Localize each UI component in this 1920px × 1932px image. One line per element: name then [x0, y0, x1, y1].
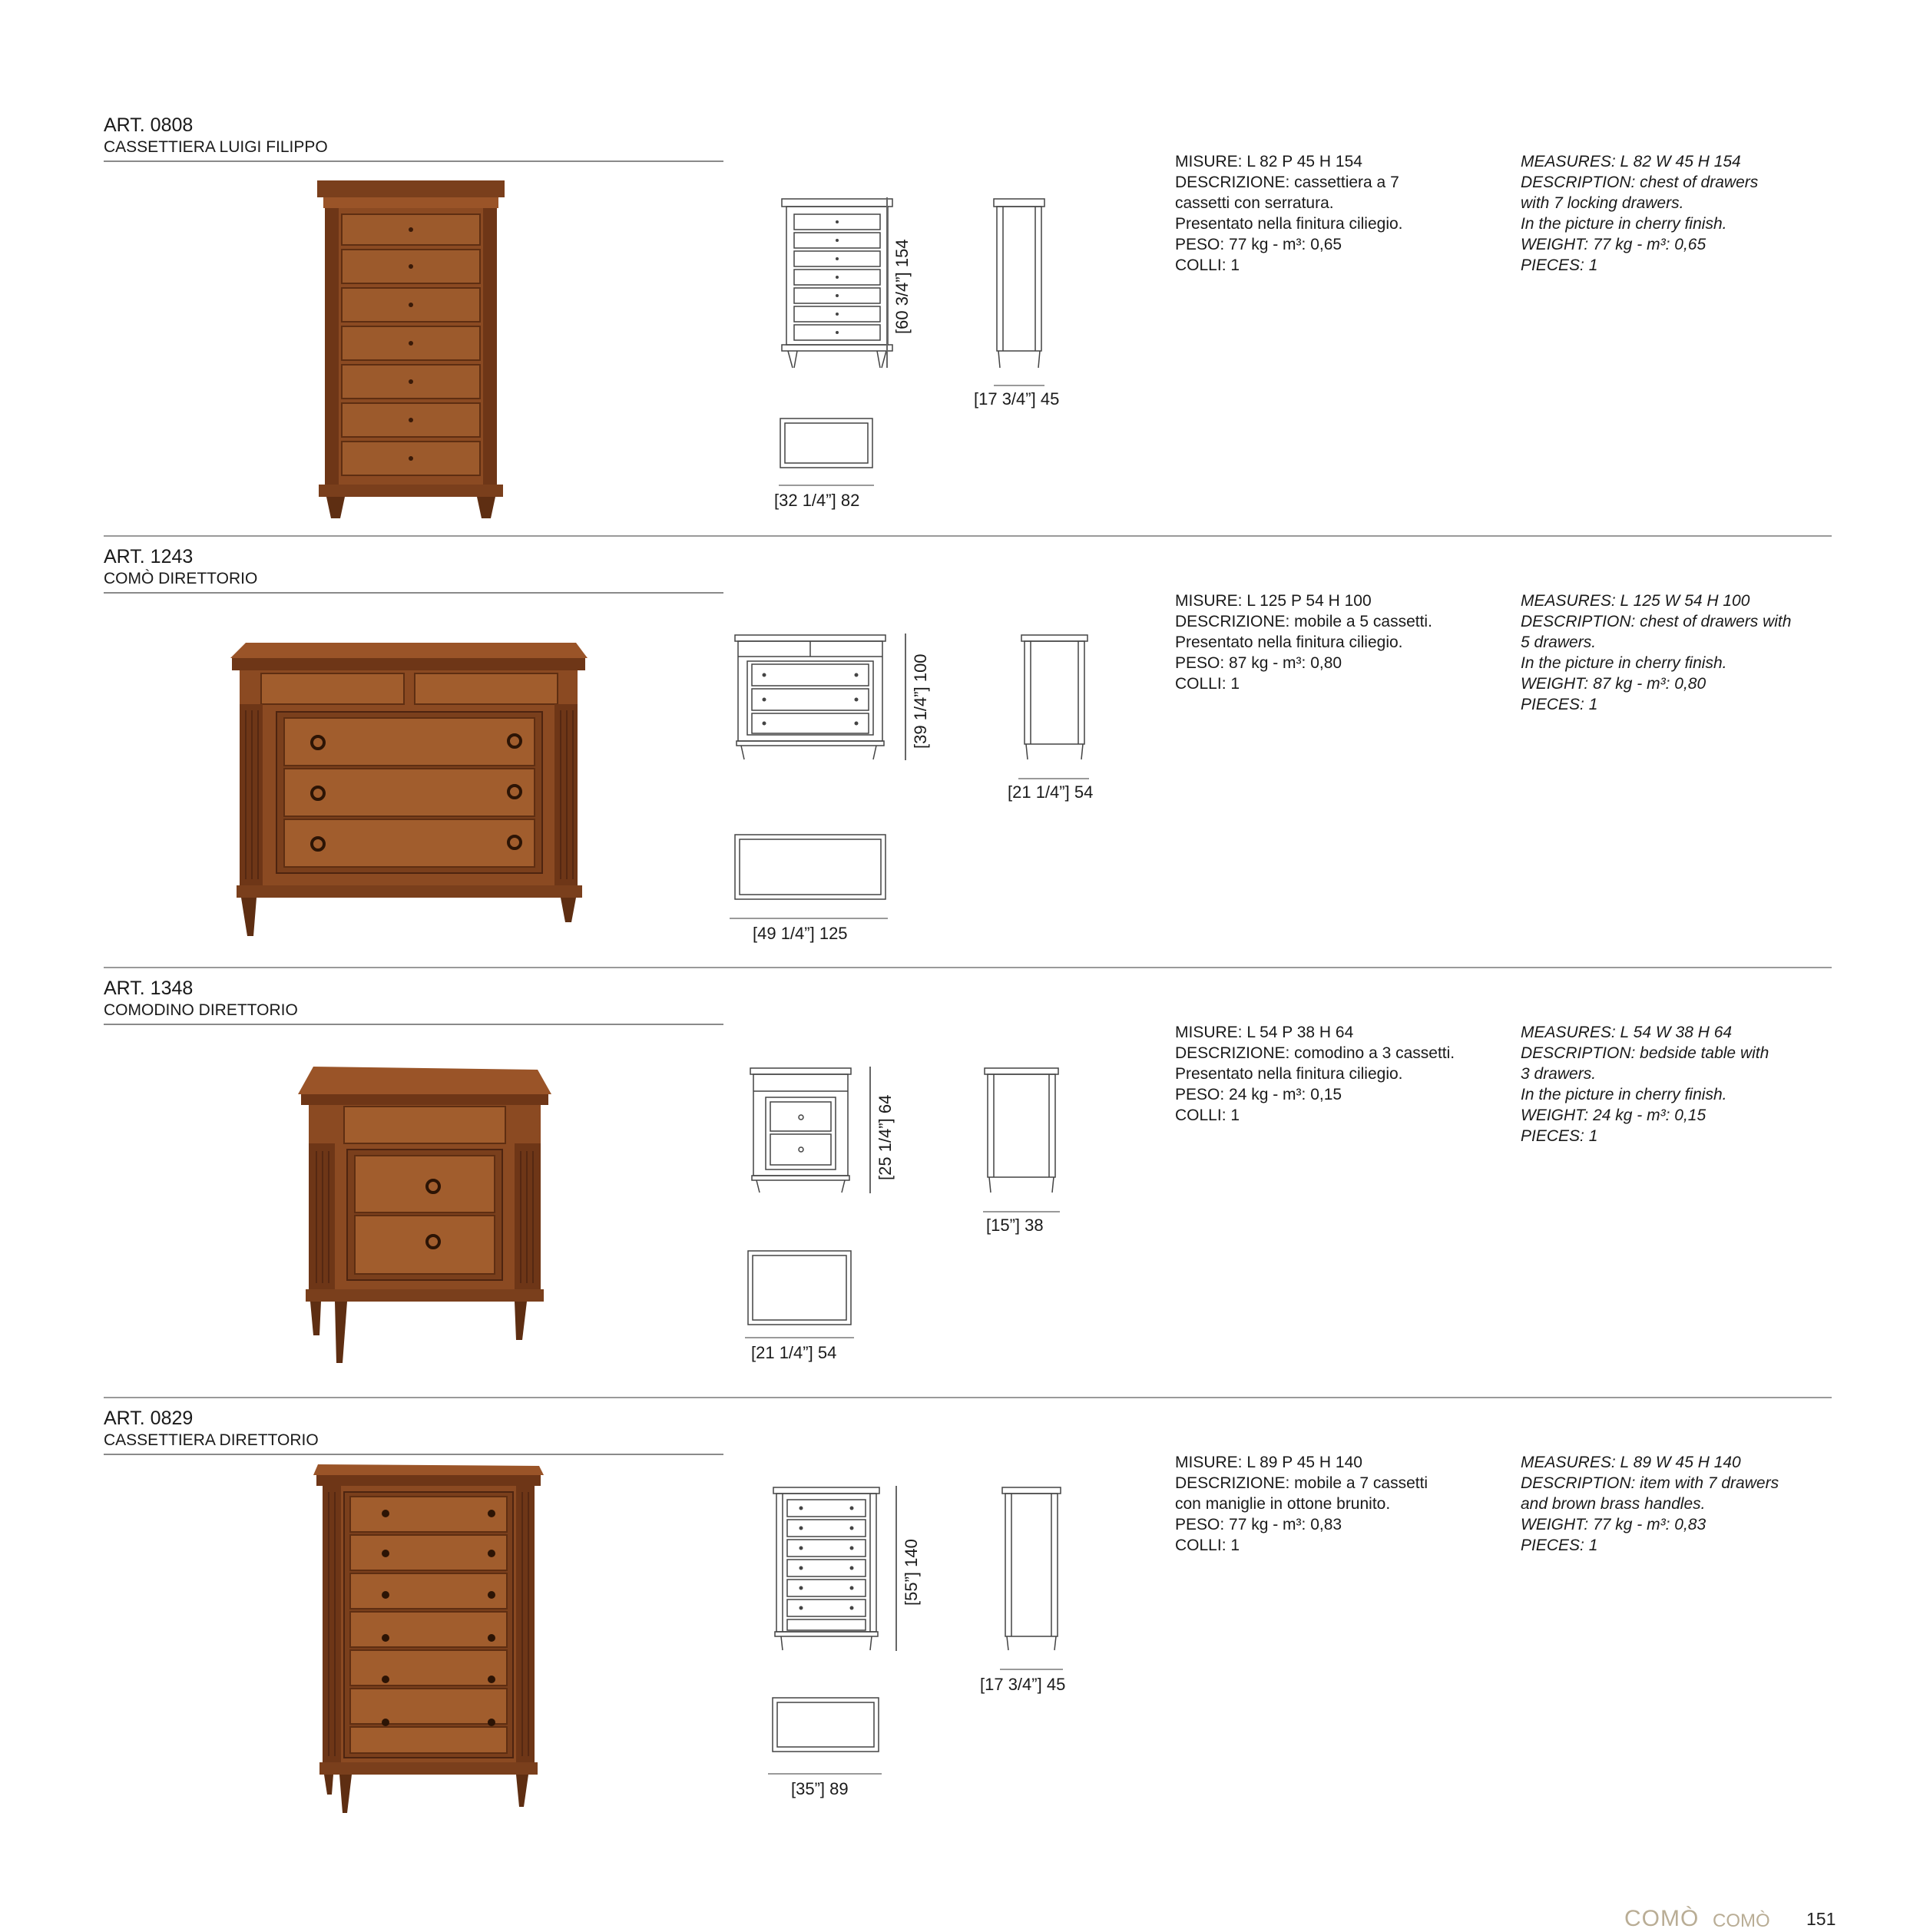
info-line: DESCRIPTION: chest of drawers with — [1521, 613, 1792, 630]
info-line: PIECES: 1 — [1521, 1537, 1598, 1554]
page-number: 151 — [1806, 1909, 1836, 1929]
info-line: PESO: 77 kg - m³: 0,65 — [1175, 236, 1342, 253]
info-line: COLLI: 1 — [1175, 675, 1240, 693]
description-italian — [1175, 1452, 1482, 1556]
dim-line-width — [745, 1337, 854, 1338]
info-line: In the picture in cherry finish. — [1521, 1086, 1727, 1103]
height-dimension: [39 1/4”] 100 — [911, 653, 930, 749]
dim-line-width — [768, 1773, 882, 1775]
article-name: CASSETTIERA LUIGI FILIPPO — [104, 138, 328, 156]
dim-line-vertical — [886, 197, 888, 368]
description-italian — [1175, 151, 1482, 276]
info-line: MEASURES: L 125 W 54 H 100 — [1521, 592, 1750, 610]
info-line: WEIGHT: 87 kg - m³: 0,80 — [1521, 675, 1706, 693]
article-number: ART. 1348 — [104, 978, 194, 999]
title-divider — [104, 160, 723, 162]
product-photo — [230, 641, 588, 937]
info-line: cassetti con serratura. — [1175, 194, 1334, 212]
dim-line-depth — [983, 1211, 1060, 1212]
dim-line-depth — [1018, 778, 1089, 779]
front-view-drawing — [749, 1067, 852, 1193]
info-line: 3 drawers. — [1521, 1065, 1597, 1083]
product-section-0808 — [0, 111, 1920, 541]
front-view-drawing — [772, 1486, 881, 1651]
description-english — [1521, 591, 1797, 715]
info-line: COLLI: 1 — [1175, 1107, 1240, 1124]
depth-dimension: [15”] 38 — [986, 1216, 1044, 1235]
width-dimension: [21 1/4”] 54 — [751, 1343, 837, 1362]
info-line: PIECES: 1 — [1521, 256, 1598, 274]
info-line: COLLI: 1 — [1175, 256, 1240, 274]
depth-dimension: [21 1/4”] 54 — [1008, 782, 1094, 802]
article-number: ART. 1243 — [104, 546, 194, 567]
side-view-drawing — [1020, 634, 1089, 760]
top-view-drawing — [733, 833, 887, 902]
info-line: WEIGHT: 77 kg - m³: 0,65 — [1521, 236, 1706, 253]
front-view-drawing — [733, 634, 887, 760]
article-number: ART. 0808 — [104, 114, 194, 136]
product-photo — [311, 180, 511, 522]
info-line: DESCRIZIONE: comodino a 3 cassetti. — [1175, 1044, 1455, 1062]
height-dimension: [25 1/4”] 64 — [876, 1094, 895, 1180]
product-photo — [313, 1464, 544, 1814]
section-divider — [104, 535, 1832, 537]
info-line: PESO: 77 kg - m³: 0,83 — [1175, 1516, 1342, 1533]
front-view-drawing — [776, 197, 899, 370]
dim-line-width — [779, 485, 874, 486]
info-line: and brown brass handles. — [1521, 1495, 1706, 1513]
dim-line-width — [730, 918, 888, 919]
section-divider — [104, 967, 1832, 968]
product-section-0829 — [0, 1404, 1920, 1834]
footer-section-subtitle: COMÒ — [1713, 1910, 1770, 1931]
info-line: with 7 locking drawers. — [1521, 194, 1684, 212]
height-dimension: [55”] 140 — [902, 1539, 921, 1606]
info-line: DESCRIPTION: chest of drawers — [1521, 174, 1759, 191]
info-line: con maniglie in ottone brunito. — [1175, 1495, 1391, 1513]
info-line: WEIGHT: 77 kg - m³: 0,83 — [1521, 1516, 1706, 1533]
depth-dimension: [17 3/4”] 45 — [974, 389, 1060, 409]
description-italian — [1175, 1022, 1482, 1126]
title-divider — [104, 1024, 723, 1025]
dim-line-vertical — [905, 634, 906, 760]
info-line: PIECES: 1 — [1521, 696, 1598, 713]
description-italian — [1175, 591, 1482, 694]
info-line: Presentato nella finitura ciliegio. — [1175, 1065, 1403, 1083]
article-name: CASSETTIERA DIRETTORIO — [104, 1431, 319, 1449]
top-view-drawing — [779, 417, 874, 471]
width-dimension: [49 1/4”] 125 — [753, 924, 848, 943]
top-view-drawing — [771, 1696, 880, 1754]
height-dimension: [60 3/4”] 154 — [892, 239, 912, 334]
product-section-1348 — [0, 974, 1920, 1404]
title-divider — [104, 1454, 723, 1455]
info-line: COLLI: 1 — [1175, 1537, 1240, 1554]
title-divider — [104, 592, 723, 594]
info-line: MEASURES: L 89 W 45 H 140 — [1521, 1454, 1741, 1471]
info-line: MISURE: L 89 P 45 H 140 — [1175, 1454, 1362, 1471]
info-line: In the picture in cherry finish. — [1521, 215, 1727, 233]
info-line: PESO: 24 kg - m³: 0,15 — [1175, 1086, 1342, 1103]
width-dimension: [35”] 89 — [791, 1779, 849, 1798]
description-english — [1521, 1452, 1797, 1556]
description-english — [1521, 1022, 1797, 1146]
info-line: DESCRIZIONE: cassettiera a 7 — [1175, 174, 1399, 191]
footer-section-title: COMÒ — [1624, 1906, 1700, 1931]
info-line: MEASURES: L 82 W 45 H 154 — [1521, 153, 1741, 170]
side-view-drawing — [1001, 1486, 1062, 1651]
depth-dimension: [17 3/4”] 45 — [980, 1675, 1066, 1694]
product-photo — [298, 1067, 551, 1366]
info-line: PESO: 87 kg - m³: 0,80 — [1175, 654, 1342, 672]
info-line: DESCRIPTION: item with 7 drawers — [1521, 1474, 1779, 1492]
article-number: ART. 0829 — [104, 1408, 194, 1429]
info-line: Presentato nella finitura ciliegio. — [1175, 215, 1403, 233]
info-line: PIECES: 1 — [1521, 1127, 1598, 1145]
top-view-drawing — [746, 1249, 852, 1326]
description-english — [1521, 151, 1797, 276]
info-line: MISURE: L 125 P 54 H 100 — [1175, 592, 1372, 610]
info-line: WEIGHT: 24 kg - m³: 0,15 — [1521, 1107, 1706, 1124]
article-name: COMÒ DIRETTORIO — [104, 570, 258, 587]
info-line: Presentato nella finitura ciliegio. — [1175, 634, 1403, 651]
info-line: In the picture in cherry finish. — [1521, 654, 1727, 672]
dim-line-vertical — [869, 1067, 871, 1193]
article-name: COMODINO DIRETTORIO — [104, 1001, 298, 1019]
dim-line-depth — [1000, 1669, 1063, 1670]
info-line: DESCRIZIONE: mobile a 7 cassetti — [1175, 1474, 1428, 1492]
info-line: DESCRIZIONE: mobile a 5 cassetti. — [1175, 613, 1432, 630]
width-dimension: [32 1/4”] 82 — [774, 491, 860, 510]
info-line: MISURE: L 82 P 45 H 154 — [1175, 153, 1362, 170]
side-view-drawing — [983, 1067, 1060, 1193]
section-divider — [104, 1397, 1832, 1398]
info-line: 5 drawers. — [1521, 634, 1597, 651]
product-section-1243 — [0, 543, 1920, 973]
info-line: MEASURES: L 54 W 38 H 64 — [1521, 1024, 1733, 1041]
side-view-drawing — [992, 197, 1046, 370]
info-line: MISURE: L 54 P 38 H 64 — [1175, 1024, 1354, 1041]
info-line: DESCRIPTION: bedside table with — [1521, 1044, 1769, 1062]
dim-line-depth — [994, 385, 1044, 386]
dim-line-vertical — [895, 1486, 897, 1651]
